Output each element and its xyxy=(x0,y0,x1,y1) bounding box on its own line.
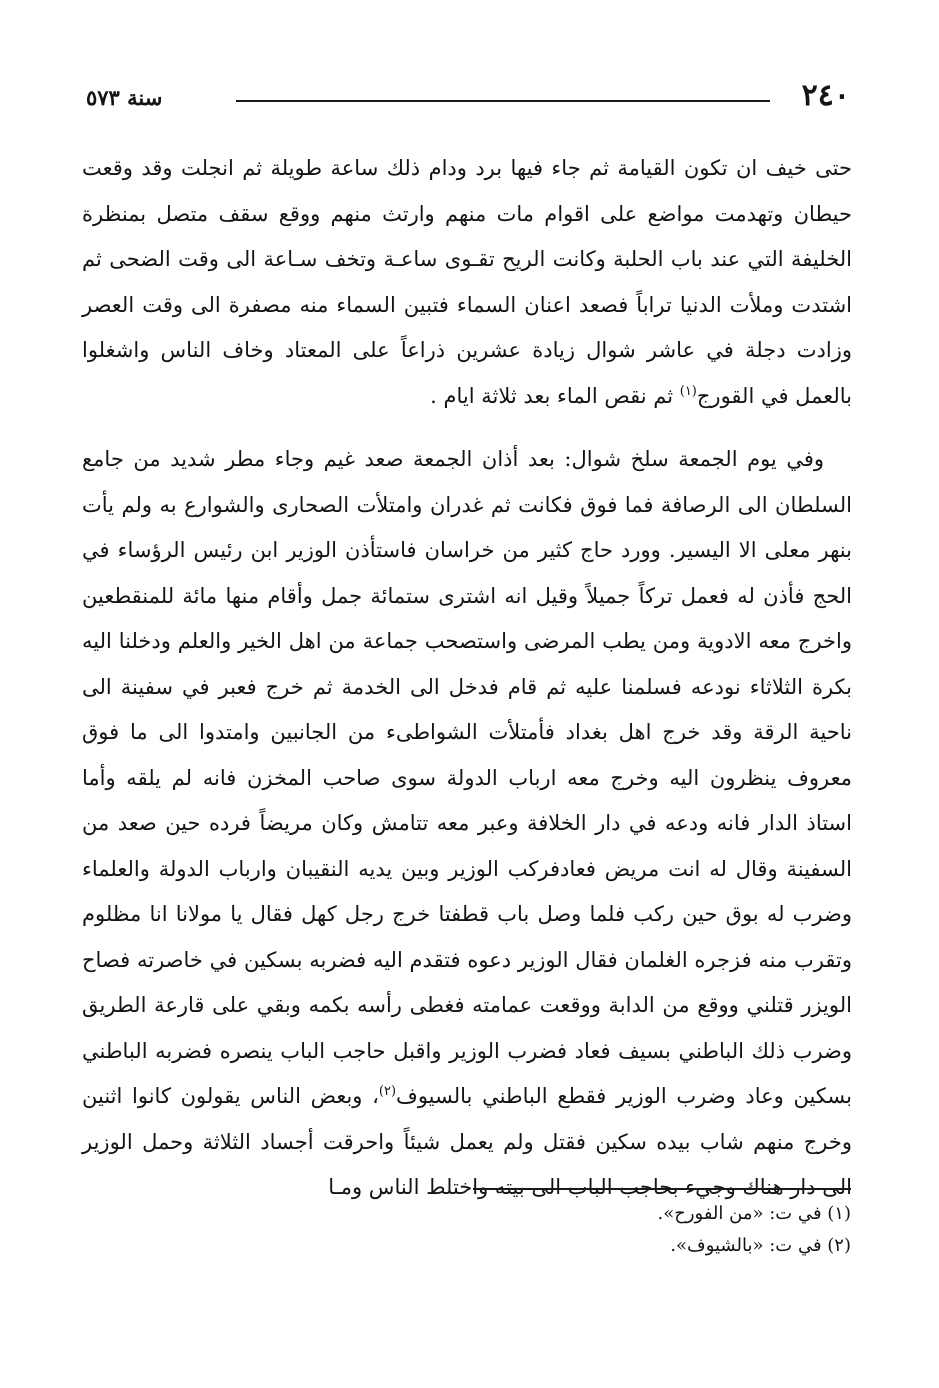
page-header xyxy=(86,78,850,118)
paragraph-2 xyxy=(82,437,852,1211)
footnote-rule xyxy=(473,1188,851,1190)
footnotes xyxy=(351,1198,851,1262)
year-label: سنة ٥٧٣ xyxy=(86,85,163,110)
footnote-2: (٢) في ت: «بالشيوف». xyxy=(670,1235,851,1256)
paragraph-gap xyxy=(82,419,852,437)
page-number: ٢٤٠ xyxy=(801,78,850,113)
paragraph-1-text: حتى خيف ان تكون القيامة ثم جاء فيها برد ودام ذلك ساعة طويلة ثم انجلت وقد وقعت حيطان وتهدمت مواضع على اقوام مات منهم وارتث منهم ووقع سقف متصل بمنظرة الخليفة التي عند باب الحلبة وكانت الريح تقـوى ساعـة وتخف سـاعة الى وقت الضحى ثم اشتدت وملأت الدنيا تراباً فصعد اعنان السماء فتبين السماء منه مصفرة الى وقت العصر وزادت دجلة في عاشر شوال زيادة عشرين ذراعاً على المعتاد وخاف الناس واشغلوا بالعمل في القورج xyxy=(82,156,852,408)
paragraph-1 xyxy=(82,146,852,419)
header-rule xyxy=(236,100,770,102)
paragraph-2-text: وفي يوم الجمعة سلخ شوال: بعد أذان الجمعة صعد غيم وجاء مطر شديد من جامع السلطان الى الرصافة فما فوق فكانت ثم غدران وامتلأت الصحارى والشوارع به ولم يأت بنهر معلى الا اليسير. وورد حاج كثير من خراسان فاستأذن الوزير ابن رئيس الرؤساء في الحج فأذن له فعمل تركاً جميلاً وقيل انه اشترى ستمائة جمل وأقام منها مائة للمنقطعين واخرج معه الادوية ومن يطب المرضى واستصحب جماعة من اهل الخير والعلم ودخلنا اليه بكرة الثلاثاء نودعه فسلمنا عليه ثم قام فدخل الى الخدمة ثم خرج فعبر في سفينة الى ناحية الرقة وقد خرج اهل بغداد فأمتلأت الشواطىء من الجانبين وامتدوا الى ما فوق معروف ينظرون اليه وخرج معه ارباب الدولة سوى صاحب المخزن فانه لم يلقه وأما استاذ الدار فانه ودعه في دار الخلافة وعبر معه تتامش وكان مريضاً فرده حين صعد من السفينة وقال له انت مريض فعادفركب الوزير وبين يديه النقيبان وارباب الدولة والعلماء وضرب له بوق حين ركب فلما وصل باب قطفتا خرج رجل كهل فقال يا مولانا انا مظلوم وتقرب منه فزجره الغلمان فقال الوزير دعوه فتقدم اليه فضربه بسكين في خاصرته فصاح الويزر قتلني ووقع من الدابة ووقعت عمامته فغطى رأسه بكمه وبقي على قارعة الطريق وضرب ذلك الباطني بسيف فعاد فضرب الوزير واقبل حاجب الباب ينصره فضربه الباطني بسكين وعاد وضرب الوزير فقطع الباطني بالسيوف xyxy=(82,447,852,1108)
footnote-ref-2: (٢) xyxy=(378,1084,397,1099)
footnote-1: (١) في ت: «من الفورح». xyxy=(657,1203,851,1224)
footnote-ref-1: (١) xyxy=(679,383,697,399)
paragraph-2-tail: ، وبعض الناس يقولون كانوا اثنين وخرج منهم شاب بيده سكين فقتل ولم يعمل شيئاً واحرقت أجساد الثلاثة وحمل الوزير الى دار هناك وجيء بحاجب الباب الى بيته واختلط الناس ومـا xyxy=(82,1084,852,1199)
paragraph-1-tail: ثم نقص الماء بعد ثلاثة ايام . xyxy=(430,383,680,408)
body-text xyxy=(82,146,852,1211)
